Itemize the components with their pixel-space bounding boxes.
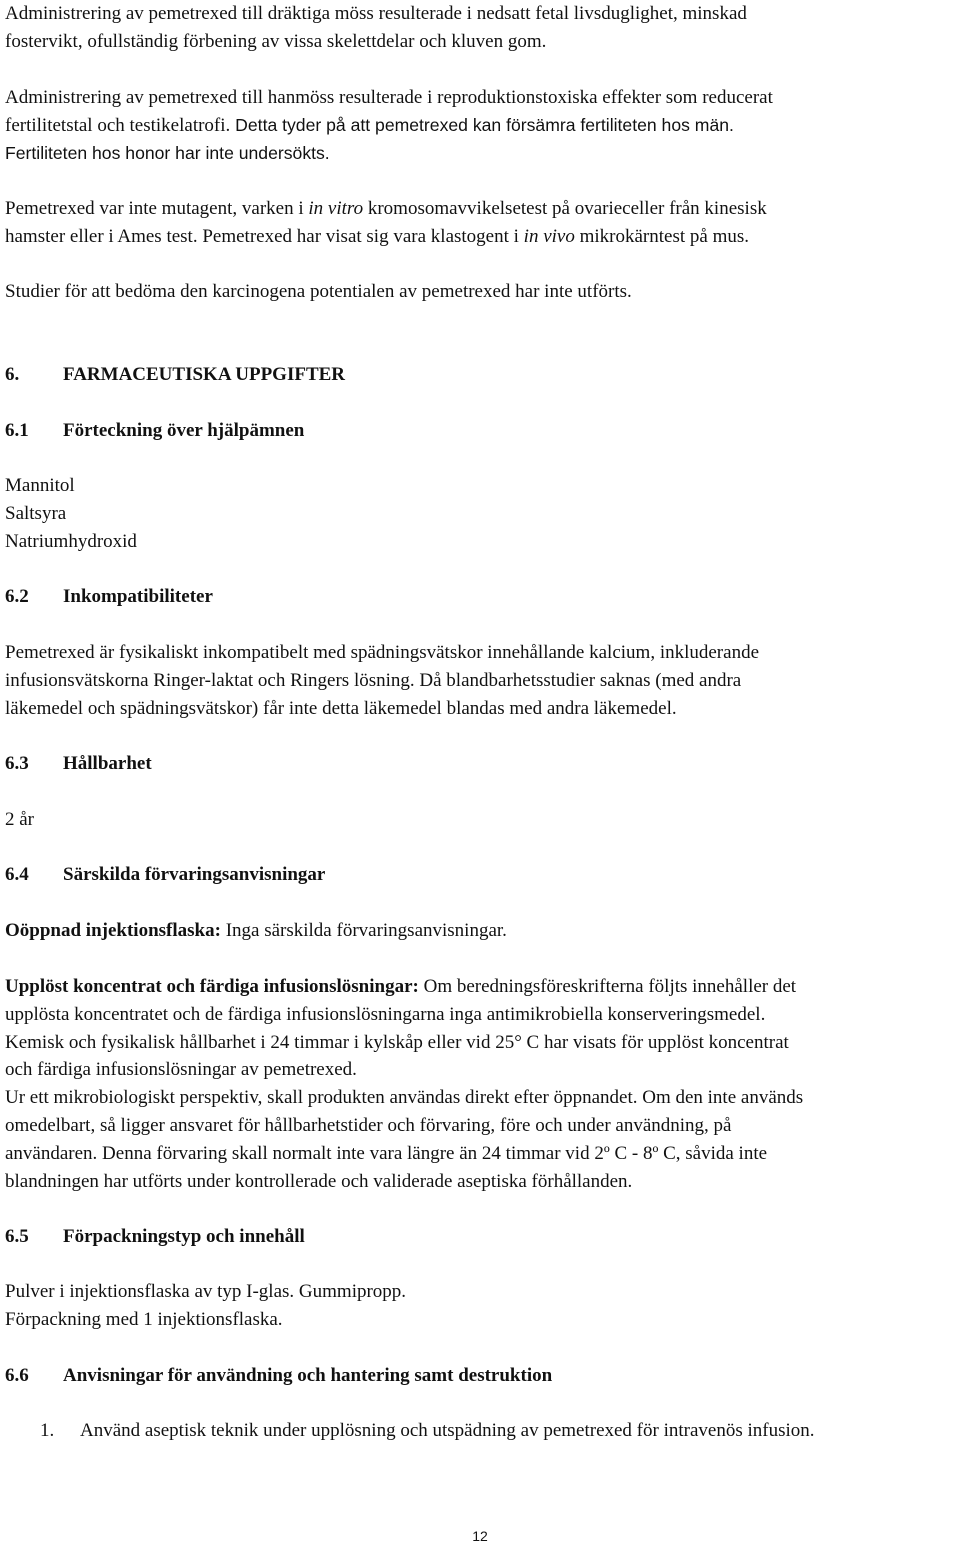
section-heading-6-3: 6.3 Hållbarhet — [5, 753, 152, 774]
text-line: upplösta koncentratet och de färdiga infusionslösningarna inga antimikrobiella konserveringsmedel. — [5, 1003, 766, 1025]
text-line: och färdiga infusionslösningar av pemetrexed. — [5, 1059, 357, 1081]
text-line: fertilitetstal och testikelatrofi. Detta tyder på att pemetrexed kan försämra fertiliteten hos män. — [5, 114, 734, 136]
text-line: Administrering av pemetrexed till hanmöss resulterade i reproduktionstoxiska effekter som reducerat — [5, 87, 773, 108]
text-line: infusionsvätskorna Ringer-laktat och Ringers lösning. Då blandbarhetsstudier saknas (med andra — [5, 669, 742, 691]
paragraph-unopened-vial: Oöppnad injektionsflaska: Inga särskilda förvaringsanvisningar. — [5, 920, 507, 941]
text-line: omedelbart, så ligger ansvaret för hållbarhetstider och förvaring, före och under användning, på — [5, 1114, 732, 1136]
section-heading-6-6: 6.6 Anvisningar för användning och hantering samt destruktion — [5, 1365, 553, 1386]
page-number: 12 — [472, 1528, 488, 1544]
text-line: Administrering av pemetrexed till dräktiga möss resulterade i nedsatt fetal livsduglighet, minskad — [5, 3, 747, 24]
text-line: blandningen har utförts under kontrollerade och validerade aseptiska förhållanden. — [5, 1170, 633, 1192]
section-heading-6-1: 6.1 Förteckning över hjälpämnen — [5, 420, 305, 441]
section-heading-6-5: 6.5 Förpackningstyp och innehåll — [5, 1226, 305, 1247]
section-heading-6-4: 6.4 Särskilda förvaringsanvisningar — [5, 864, 326, 885]
paragraph-carcinogenicity: Studier för att bedöma den karcinogena potentialen av pemetrexed har inte utförts. — [5, 281, 632, 302]
text-line: Pemetrexed är fysikaliskt inkompatibelt med spädningsvätskor innehållande kalcium, inkluderande — [5, 642, 759, 663]
paragraph-packaging — [5, 1278, 960, 1334]
text-line: Pulver i injektionsflaska av typ I-glas. Gummipropp. — [5, 1281, 407, 1302]
list-item: 1. Använd aseptisk teknik under upplösning och utspädning av pemetrexed för intravenös infusion. — [40, 1420, 815, 1441]
shelf-life-value: 2 år — [5, 809, 35, 830]
list-item: Saltsyra — [5, 502, 67, 524]
text-line: Ur ett mikrobiologiskt perspektiv, skall produkten användas direkt efter öppnandet. Om den inte används — [5, 1087, 804, 1109]
excipients-list — [5, 472, 960, 555]
text-line: Fertiliteten hos honor har inte undersökts. — [5, 142, 330, 163]
text-line: hamster eller i Ames test. Pemetrexed har visat sig vara klastogent i in vivo mikrokärntest på mus. — [5, 225, 749, 247]
section-heading-6: 6. FARMACEUTISKA UPPGIFTER — [5, 364, 346, 385]
text-line: Pemetrexed var inte mutagent, varken i in vitro kromosomavvikelsetest på ovarieceller från kinesisk — [5, 198, 767, 219]
text-line: användaren. Denna förvaring skall normalt inte vara längre än 24 timmar vid 2º C - 8º C, såvida inte — [5, 1142, 768, 1164]
paragraph-reconstituted-storage — [5, 973, 960, 1195]
text-line: fostervikt, ofullständig förbening av vissa skelettdelar och kluven gom. — [5, 30, 547, 52]
text-line: Kemisk och fysikalisk hållbarhet i 24 timmar i kylskåp eller vid 25° C har visats för upplöst koncentrat — [5, 1031, 789, 1053]
list-item: Natriumhydroxid — [5, 530, 137, 552]
text-line: Förpackning med 1 injektionsflaska. — [5, 1308, 283, 1330]
paragraph-fertility-male-mice — [5, 84, 960, 167]
list-item: Mannitol — [5, 475, 75, 496]
paragraph-mutagenicity — [5, 195, 960, 251]
paragraph-fertility-female-mice — [5, 0, 960, 56]
text-line: läkemedel och spädningsvätskor) får inte detta läkemedel blandas med andra läkemedel. — [5, 697, 677, 719]
paragraph-incompatibilities — [5, 639, 960, 722]
text-line: Upplöst koncentrat och färdiga infusionslösningar: Om beredningsföreskrifterna följts innehåller det — [5, 976, 797, 997]
section-heading-6-2: 6.2 Inkompatibiliteter — [5, 586, 213, 607]
